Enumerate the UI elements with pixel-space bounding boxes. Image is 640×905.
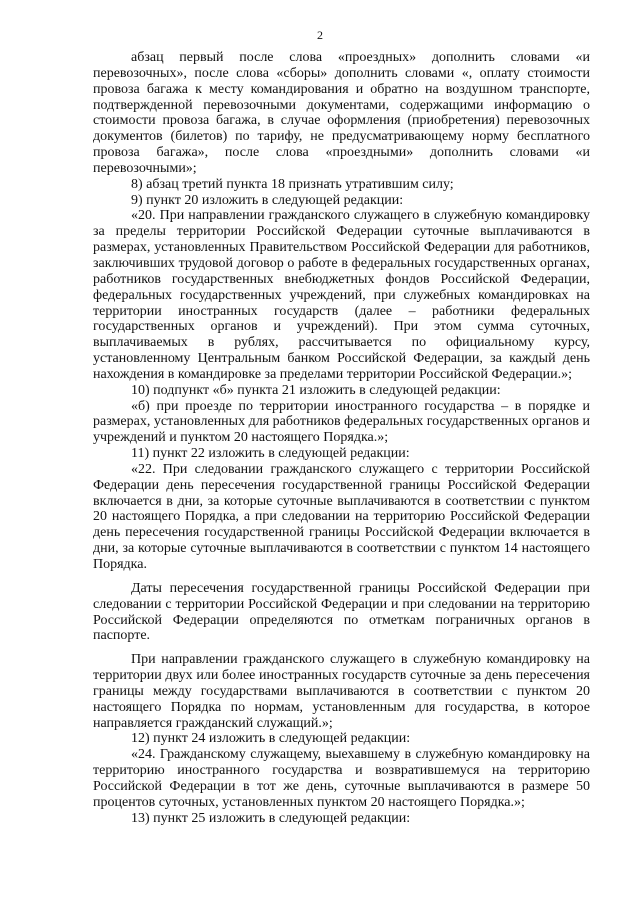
paragraph: 10) подпункт «б» пункта 21 изложить в следующей редакции: xyxy=(131,382,501,398)
paragraph: «24. Гражданскому служащему, выехавшему в служебную командировку на территорию иностранного государства и возвратившемуся на территорию Российской Федерации в тот же день, суточные выплачиваются в размере 50 процентов суточных, установленных пунктом 20 настоящего Порядка.»; xyxy=(93,747,590,810)
paragraph: При направлении гражданского служащего в служебную командировку на территории двух или более иностранных государств суточные за день пересечения границы между государствами выплачиваются в соответствии с пунктом 20 настоящего Порядка по нормам, установленным для государства, в которое направляется гражданский служащий.»; xyxy=(93,652,590,731)
page-number: 2 xyxy=(317,28,323,42)
paragraph: 12) пункт 24 изложить в следующей редакции: xyxy=(131,731,411,747)
paragraph: 11) пункт 22 изложить в следующей редакции: xyxy=(131,446,410,462)
paragraph: Даты пересечения государственной границы Российской Федерации при следовании с территории Российской Федерации и при следовании на территорию Российской Федерации определяются по отметкам пограничных органов в паспорте. xyxy=(93,580,590,644)
document-body xyxy=(93,50,590,827)
paragraph: «б) при проезде по территории иностранного государства – в порядке и размерах, установленных для работников федеральных государственных органов и учреждений и пунктом 20 настоящего Порядка.»; xyxy=(93,398,590,446)
paragraph: 8) абзац третий пункта 18 признать утратившим силу; xyxy=(131,176,454,192)
paragraph: «22. При следовании гражданского служащего с территории Российской Федерации день пересечения государственной границы Российской Федерации включается в дни, за которые суточные выплачиваются в соответствии с пунктом 20 настоящего Порядка, а при следовании на территорию Российской Федерации день пересечения государственной границы Российской Федерации включается в дни, за которые суточные выплачиваются в соответствии с пунктом 14 настоящего Порядка. xyxy=(93,461,590,572)
paragraph: абзац первый после слова «проездных» дополнить словами «и перевозочных», после слова «сборы» дополнить словами «, оплату стоимости провоза багажа к месту командирования и обратно на воздушном транспорте, подтвержденной перевозочными документами, содержащими информацию о стоимости провоза багажа, в случае оформления (приобретения) перевозочных документов (билетов) по тарифу, не предусматривающему норму бесплатного провоза багажа», после слова «проездными» дополнить словами «и перевозочными»; xyxy=(93,50,590,176)
paragraph: «20. При направлении гражданского служащего в служебную командировку за пределы территории Российской Федерации суточные выплачиваются в размерах, установленных Правительством Российской Федерации для работников, заключивших трудовой договор о работе в федеральных государственных органах, работников государственных внебюджетных фондов Российской Федерации, федеральных государственных учреждений, при служебных командировках на территории иностранных государств (далее – работники федеральных государственных органов и учреждений). При этом сумма суточных, выплачиваемых в рублях, рассчитывается по официальному курсу, установленному Центральным банком Российской Федерации, за каждый день нахождения в командировке за пределами территории Российской Федерации.»; xyxy=(93,208,590,382)
paragraph: 13) пункт 25 изложить в следующей редакции: xyxy=(131,810,411,826)
paragraph: 9) пункт 20 изложить в следующей редакции: xyxy=(131,192,404,208)
